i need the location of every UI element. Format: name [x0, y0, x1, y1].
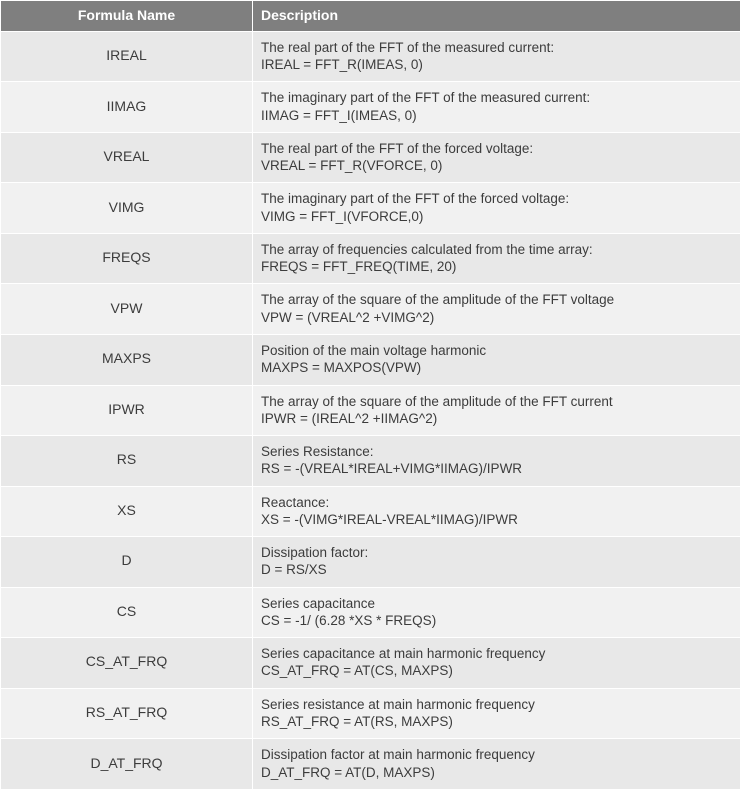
table-row [1, 638, 740, 689]
table-header [1, 1, 740, 32]
formula-expression: MAXPS = MAXPOS(VPW) [261, 359, 732, 376]
description-text: The array of frequencies calculated from the time array: [261, 241, 732, 258]
cell-description [253, 385, 740, 436]
description-text: Series Resistance: [261, 443, 732, 460]
column-header-description: Description [253, 1, 740, 32]
cell-description [253, 537, 740, 588]
table-row [1, 436, 740, 487]
formula-expression: IPWR = (IREAL^2 +IIMAG^2) [261, 410, 732, 427]
description-text: The imaginary part of the FFT of the forced voltage: [261, 190, 732, 207]
description-text: Series resistance at main harmonic frequency [261, 696, 732, 713]
formula-expression: IREAL = FFT_R(IMEAS, 0) [261, 56, 732, 73]
description-text: Series capacitance [261, 595, 732, 612]
table-row [1, 183, 740, 234]
table-row [1, 537, 740, 588]
cell-description [253, 486, 740, 537]
cell-description [253, 688, 740, 739]
formula-expression: RS = -(VREAL*IREAL+VIMG*IIMAG)/IPWR [261, 460, 732, 477]
formula-expression: VREAL = FFT_R(VFORCE, 0) [261, 157, 732, 174]
description-text: The imaginary part of the FFT of the measured current: [261, 89, 732, 106]
formula-expression: XS = -(VIMG*IREAL-VREAL*IIMAG)/IPWR [261, 511, 732, 528]
cell-formula-name: VPW [1, 284, 253, 335]
cell-description [253, 638, 740, 689]
column-header-formula-name: Formula Name [1, 1, 253, 32]
formula-expression: FREQS = FFT_FREQ(TIME, 20) [261, 258, 732, 275]
description-text: Dissipation factor at main harmonic frequency [261, 746, 732, 763]
cell-description [253, 739, 740, 790]
formula-expression: D_AT_FRQ = AT(D, MAXPS) [261, 764, 732, 781]
cell-description [253, 31, 740, 82]
cell-formula-name: D_AT_FRQ [1, 739, 253, 790]
cell-formula-name: VREAL [1, 132, 253, 183]
cell-description [253, 436, 740, 487]
table-row [1, 233, 740, 284]
cell-formula-name: D [1, 537, 253, 588]
table-row [1, 688, 740, 739]
table-row [1, 132, 740, 183]
table-row [1, 486, 740, 537]
cell-description [253, 233, 740, 284]
cell-formula-name: FREQS [1, 233, 253, 284]
cell-description [253, 334, 740, 385]
table-header-row [1, 1, 740, 32]
cell-description [253, 587, 740, 638]
cell-formula-name: CS_AT_FRQ [1, 638, 253, 689]
formula-expression: CS_AT_FRQ = AT(CS, MAXPS) [261, 662, 732, 679]
description-text: Reactance: [261, 494, 732, 511]
cell-description [253, 183, 740, 234]
table-row [1, 385, 740, 436]
formula-expression: VIMG = FFT_I(VFORCE,0) [261, 208, 732, 225]
cell-formula-name: MAXPS [1, 334, 253, 385]
description-text: The real part of the FFT of the measured current: [261, 39, 732, 56]
cell-description [253, 284, 740, 335]
cell-formula-name: RS [1, 436, 253, 487]
table-row [1, 587, 740, 638]
table-body [1, 31, 740, 789]
table-row [1, 739, 740, 790]
description-text: Position of the main voltage harmonic [261, 342, 732, 359]
description-text: The real part of the FFT of the forced voltage: [261, 140, 732, 157]
formula-expression: IIMAG = FFT_I(IMEAS, 0) [261, 107, 732, 124]
cell-formula-name: XS [1, 486, 253, 537]
description-text: Series capacitance at main harmonic frequency [261, 645, 732, 662]
cell-description [253, 132, 740, 183]
cell-formula-name: IPWR [1, 385, 253, 436]
cell-formula-name: RS_AT_FRQ [1, 688, 253, 739]
cell-formula-name: VIMG [1, 183, 253, 234]
formula-expression: VPW = (VREAL^2 +VIMG^2) [261, 309, 732, 326]
description-text: The array of the square of the amplitude of the FFT current [261, 393, 732, 410]
description-text: The array of the square of the amplitude of the FFT voltage [261, 291, 732, 308]
cell-description [253, 82, 740, 133]
cell-formula-name: IREAL [1, 31, 253, 82]
description-text: Dissipation factor: [261, 544, 732, 561]
formula-expression: CS = -1/ (6.28 *XS * FREQS) [261, 612, 732, 629]
table-row [1, 82, 740, 133]
cell-formula-name: CS [1, 587, 253, 638]
formula-expression: RS_AT_FRQ = AT(RS, MAXPS) [261, 713, 732, 730]
table-row [1, 334, 740, 385]
table-row [1, 31, 740, 82]
formula-expression: D = RS/XS [261, 561, 732, 578]
cell-formula-name: IIMAG [1, 82, 253, 133]
table-row [1, 284, 740, 335]
